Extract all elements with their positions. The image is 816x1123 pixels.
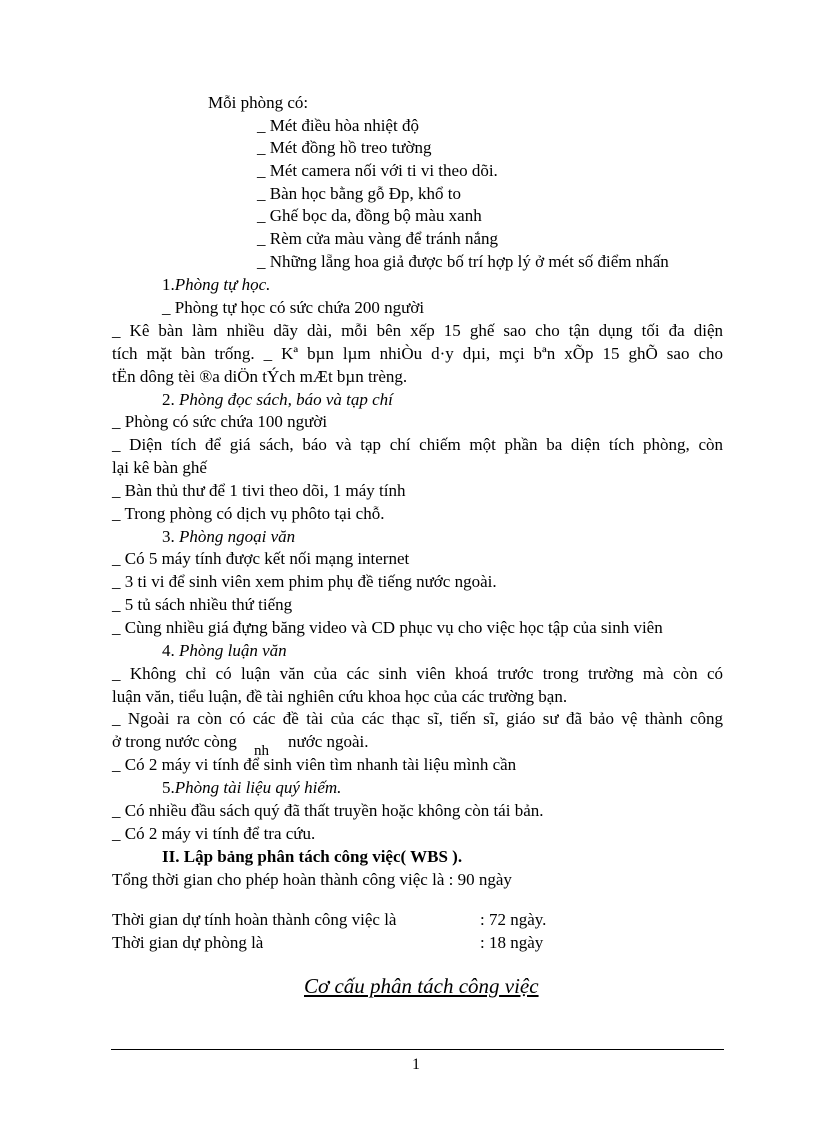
part-2-heading: II. Lập bảng phân tách công việc( WBS ).	[162, 847, 463, 866]
section-4-line: ở trong nước còng	[112, 732, 237, 751]
section-2-title: Phòng đọc sách, báo và tạp chí	[179, 390, 393, 409]
section-1-line: tËn dông tèi ®a diÖn tÝch mÆt bµn trèng.	[112, 367, 408, 386]
section-1-number: 1.	[162, 275, 175, 294]
section-3-line: _ Có 5 máy tính được kết nối mạng internet	[112, 549, 410, 568]
section-3-line: _ Cùng nhiều giá đựng băng video và CD phục vụ cho việc học tập của sinh viên	[112, 618, 663, 637]
section-4-line: _ Ngoài ra còn có các đề tài của các thạc sĩ, tiến sĩ, giáo sư đã bảo vệ thành công	[112, 709, 723, 728]
section-5-title: Phòng tài liệu quý hiếm.	[174, 778, 342, 797]
reserve-value: : 18 ngày	[480, 933, 544, 952]
intro-item: _ Những lẵng hoa giả được bố trí hợp lý ở mét số điểm nhấn	[257, 252, 669, 271]
section-4-line: nước ngoài.	[288, 732, 369, 751]
section-1-line: tích mặt bàn trống. _ Kª bµn lµm nhiÒu d·y dµi, mçi bªn xÕp 15 ghÕ sao cho	[112, 344, 723, 363]
section-3-line: _ 5 tủ sách nhiều thứ tiếng	[112, 595, 293, 614]
section-2-line: _ Bàn thủ thư để 1 tivi theo dõi, 1 máy tính	[112, 481, 406, 500]
section-3-heading	[162, 526, 295, 548]
section-4-heading	[162, 640, 287, 662]
section-3-number: 3.	[162, 527, 175, 546]
estimate-label: Thời gian dự tính hoàn thành công việc là	[112, 910, 397, 929]
section-5-heading	[162, 777, 341, 799]
section-5-number: 5.	[162, 778, 175, 797]
section-4-line: luận văn, tiểu luận, đề tài nghiên cứu khoa học của các trường bạn.	[112, 687, 568, 706]
section-3-title: Phòng ngoại văn	[179, 527, 296, 546]
section-2-line: _ Phòng có sức chứa 100 người	[112, 412, 328, 431]
intro-item: _ Mét điều hòa nhiệt độ	[257, 116, 419, 135]
intro-item: _ Bàn học bằng gỗ Đp, khổ to	[257, 184, 461, 203]
intro-title: Mỗi phòng có:	[208, 93, 309, 112]
section-5-line: _ Có 2 máy vi tính để tra cứu.	[112, 824, 316, 843]
section-2-number: 2.	[162, 390, 175, 409]
intro-item: _ Ghế bọc da, đồng bộ màu xanh	[257, 206, 482, 225]
intro-item: _ Rèm cửa màu vàng để tránh nắng	[257, 229, 498, 248]
section-1-line: _ Kê bàn làm nhiều dãy dài, mỗi bên xếp 15 ghế sao cho tận dụng tối đa diện	[112, 321, 723, 340]
section-1-line: _ Phòng tự học có sức chứa 200 người	[162, 298, 425, 317]
section-4-subscript: nh	[254, 743, 269, 759]
section-2-line: lại kê bàn ghế	[112, 458, 207, 477]
wbs-subheading: Cơ cấu phân tách công việc	[304, 974, 539, 998]
section-2-line: _ Trong phòng có dịch vụ phôto tại chỗ.	[112, 504, 385, 523]
section-5-line: _ Có nhiều đầu sách quý đã thất truyền hoặc không còn tái bản.	[112, 801, 544, 820]
section-4-line: _ Không chỉ có luận văn của các sinh viên khoá trước trong trường mà còn có	[112, 664, 723, 683]
reserve-label: Thời gian dự phòng là	[112, 933, 264, 952]
page-number: 1	[412, 1056, 420, 1073]
section-3-line: _ 3 ti vi để sinh viên xem phim phụ đề tiếng nước ngoài.	[112, 572, 497, 591]
section-1-title: Phòng tự học.	[174, 275, 271, 294]
section-1-heading	[162, 274, 270, 296]
section-2-line: _ Diện tích để giá sách, báo và tạp chí chiếm một phần ba diện tích phòng, còn	[112, 435, 723, 454]
total-time-line: Tổng thời gian cho phép hoàn thành công việc là : 90 ngày	[112, 870, 512, 889]
section-4-number: 4.	[162, 641, 175, 660]
section-4-title: Phòng luận văn	[179, 641, 287, 660]
section-4-line: _ Có 2 máy vi tính để sinh viên tìm nhanh tài liệu mình cần	[112, 755, 517, 774]
intro-item: _ Mét đồng hồ treo tường	[257, 138, 432, 157]
intro-item: _ Mét camera nối với ti vi theo dõi.	[257, 161, 498, 180]
footer-divider	[111, 1049, 724, 1050]
section-2-heading	[162, 389, 393, 411]
estimate-value: : 72 ngày.	[480, 910, 547, 929]
